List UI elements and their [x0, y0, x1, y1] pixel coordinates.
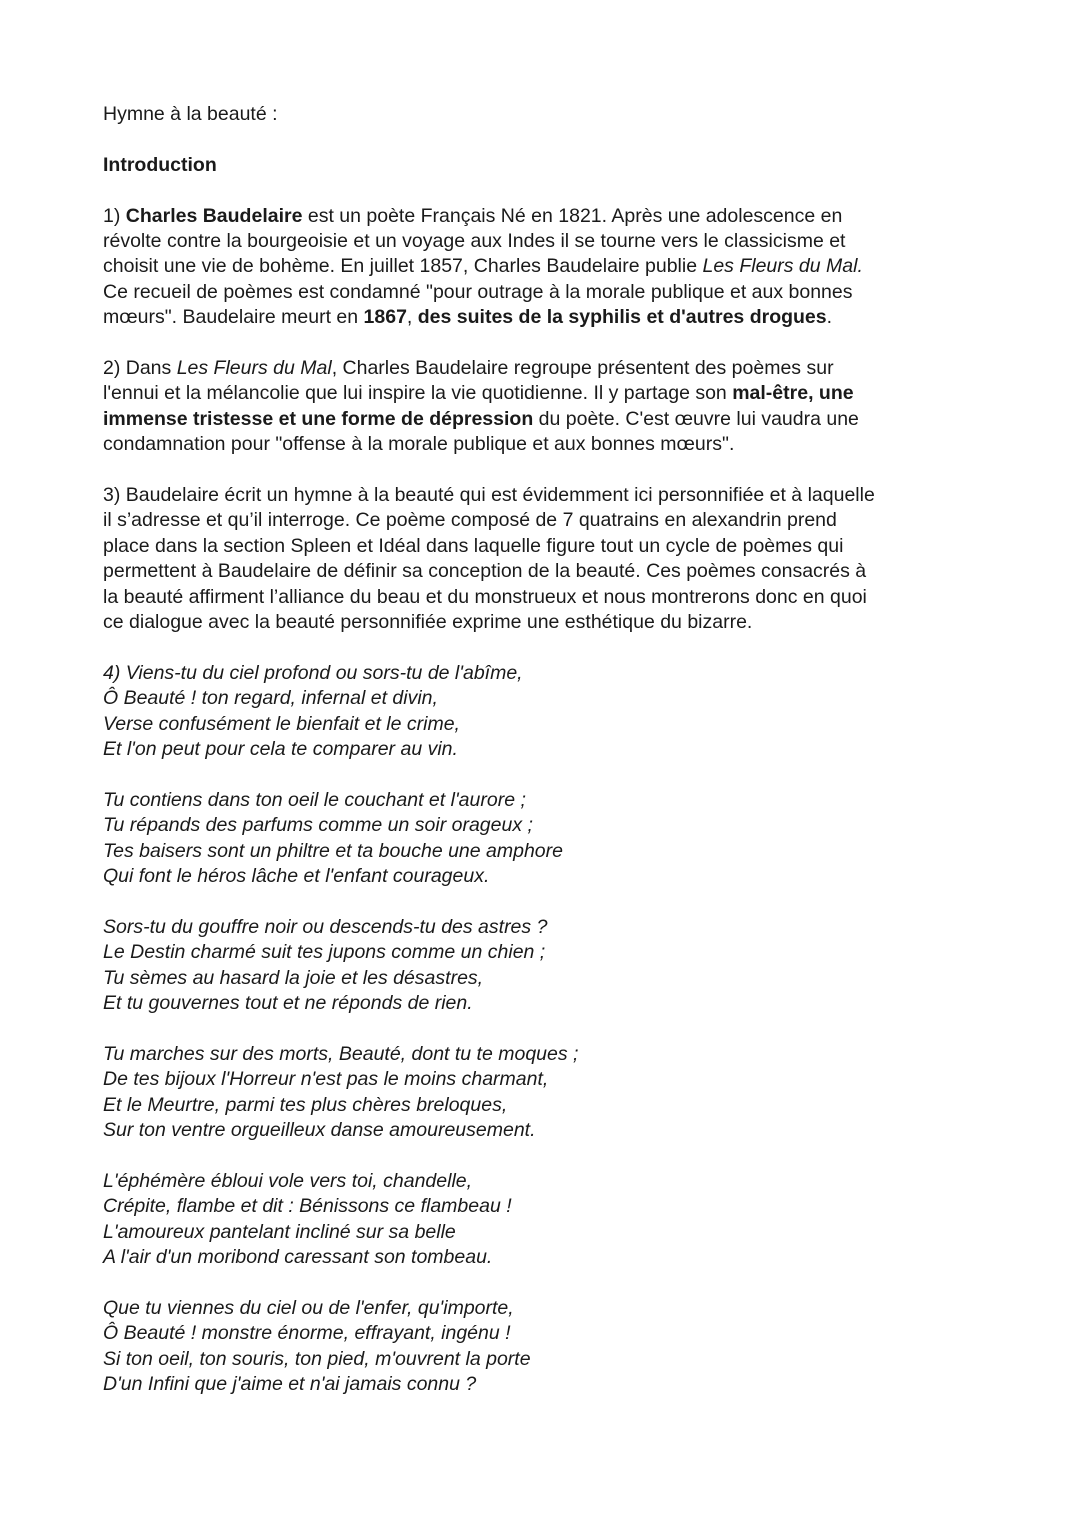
paragraph-line: 3) Baudelaire écrit un hymne à la beauté qui est évidemment ici personnifiée et à laquelle — [103, 484, 875, 507]
cause-bold: des suites de la syphilis et d'autres drogues — [417, 306, 827, 329]
text-run: 1) — [103, 204, 126, 227]
poem-verse: Tes baisers sont un philtre et ta bouche une amphore — [103, 839, 563, 862]
poem-stanza — [103, 915, 983, 1017]
text-run: du poète. C'est œuvre lui vaudra une — [533, 407, 859, 430]
poem-verse: De tes bijoux l'Horreur n'est pas le moins charmant, — [103, 1068, 549, 1091]
paragraph-line: révolte contre la bourgeoisie et un voyage aux Indes il se tourne vers le classicisme et — [103, 230, 846, 252]
paragraph-line — [103, 356, 983, 381]
text-run: . — [826, 306, 833, 329]
spacer — [103, 127, 983, 152]
paragraph-line: Ce recueil de poèmes est condamné "pour outrage à la morale publique et aux bonnes — [103, 280, 853, 303]
poem-verse: Ô Beauté ! ton regard, infernal et divin, — [103, 687, 438, 710]
spacer — [103, 635, 983, 660]
paragraph-line: la beauté affirment l’alliance du beau et du monstrueux et nous montrerons donc en quoi — [103, 585, 867, 608]
spacer — [103, 1017, 983, 1042]
paragraph-line — [103, 254, 983, 279]
poem-verse: Et le Meurtre, parmi tes plus chères breloques, — [103, 1093, 508, 1116]
spacer — [103, 1271, 983, 1296]
paragraph-line: permettent à Baudelaire de définir sa conception de la beauté. Ces poèmes consacrés à — [103, 560, 867, 583]
book-title-italic: Les Fleurs du Mal. — [702, 255, 863, 278]
document-title: Hymne à la beauté : — [103, 103, 278, 125]
text-run: est un poète Français Né en 1821. Après une adolescence en — [302, 204, 843, 227]
poem-stanza — [103, 1296, 983, 1398]
spacer — [103, 762, 983, 787]
poem-verse: Et l'on peut pour cela te comparer au vin. — [103, 738, 458, 761]
poem-verse: D'un Infini que j'aime et n'ai jamais connu ? — [103, 1373, 477, 1396]
spacer — [103, 178, 983, 203]
text-run: , Charles Baudelaire regroupe présentent des poèmes sur — [331, 357, 834, 380]
poem-verse: Si ton oeil, ton souris, ton pied, m'ouvrent la porte — [103, 1347, 531, 1370]
text-run: l'ennui et la mélancolie que lui inspire la vie quotidienne. Il y partage son — [103, 382, 733, 405]
poem-verse: L'amoureux pantelant incliné sur sa belle — [103, 1220, 456, 1243]
paragraph-line: il s’adresse et qu’il interroge. Ce poème composé de 7 quatrains en alexandrin prend — [103, 509, 837, 532]
text-run: 2) Dans — [103, 357, 177, 380]
spacer — [103, 1144, 983, 1169]
poem-verse: Ô Beauté ! monstre énorme, effrayant, ingénu ! — [103, 1322, 511, 1345]
text-run: choisit une vie de bohème. En juillet 1857, Charles Baudelaire publie — [103, 255, 703, 278]
poem-verse: L'éphémère ébloui vole vers toi, chandelle, — [103, 1169, 473, 1192]
spacer — [103, 890, 983, 915]
paragraph-3 — [103, 483, 983, 635]
poem-stanza — [103, 661, 983, 763]
book-title-italic: Les Fleurs du Mal — [176, 357, 332, 380]
poem-stanza — [103, 1169, 983, 1271]
poem-verse: Sors-tu du gouffre noir ou descends-tu des astres ? — [103, 915, 548, 938]
poem-stanza — [103, 788, 983, 890]
document-page — [103, 102, 983, 1398]
paragraph-line: condamnation pour "offense à la morale publique et aux bonnes mœurs". — [103, 433, 735, 456]
poem-verse: Et tu gouvernes tout et ne réponds de rien. — [103, 992, 473, 1015]
poem-verse: Tu contiens dans ton oeil le couchant et l'aurore ; — [103, 788, 526, 811]
paragraph-line: place dans la section Spleen et Idéal dans laquelle figure tout un cycle de poèmes qui — [103, 534, 844, 557]
poem-verse: Verse confusément le bienfait et le crime, — [103, 712, 460, 735]
paragraph-2 — [103, 356, 983, 458]
emphasis-bold: mal-être, une — [732, 382, 854, 405]
emphasis-bold: immense tristesse et une forme de dépression — [103, 407, 534, 430]
poem-verse: 4) Viens-tu du ciel profond ou sors-tu de l'abîme, — [103, 661, 523, 684]
section-heading: Introduction — [103, 153, 217, 176]
paragraph-line — [103, 305, 983, 330]
spacer — [103, 458, 983, 483]
poem — [103, 661, 983, 1398]
paragraph-line — [103, 407, 983, 432]
paragraph-1 — [103, 204, 983, 331]
poem-verse: Le Destin charmé suit tes jupons comme un chien ; — [103, 941, 546, 964]
poem-verse: Que tu viennes du ciel ou de l'enfer, qu'importe, — [103, 1296, 514, 1319]
text-run: , — [406, 306, 418, 329]
poem-verse: A l'air d'un moribond caressant son tombeau. — [103, 1246, 493, 1269]
poem-verse: Crépite, flambe et dit : Bénissons ce flambeau ! — [103, 1195, 512, 1218]
paragraph-line: ce dialogue avec la beauté personnifiée exprime une esthétique du bizarre. — [103, 611, 753, 634]
paragraph-line — [103, 381, 983, 406]
poem-verse: Tu sèmes au hasard la joie et les désastres, — [103, 966, 484, 989]
text-run: mœurs". Baudelaire meurt en — [103, 306, 364, 329]
poem-verse: Tu marches sur des morts, Beauté, dont tu te moques ; — [103, 1042, 579, 1065]
poem-verse: Sur ton ventre orgueilleux danse amoureusement. — [103, 1119, 536, 1142]
spacer — [103, 331, 983, 356]
poem-stanza — [103, 1042, 983, 1144]
author-name-bold: Charles Baudelaire — [125, 204, 303, 227]
poem-verse: Tu répands des parfums comme un soir orageux ; — [103, 814, 533, 837]
year-bold: 1867 — [363, 306, 407, 329]
poem-verse: Qui font le héros lâche et l'enfant courageux. — [103, 865, 490, 888]
paragraph-line — [103, 204, 983, 229]
